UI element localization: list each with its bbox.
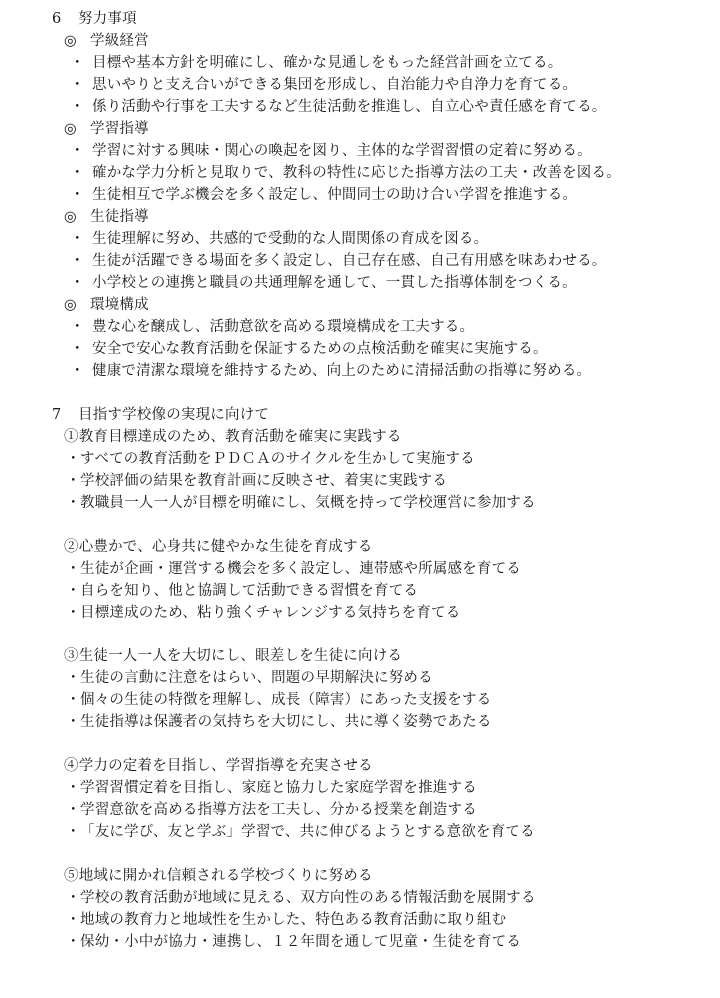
list-item: ・ 生徒相互で学ぶ機会を多く設定し、仲間同士の助け合い学習を推進する。 bbox=[70, 187, 578, 203]
list-item: ・個々の生徒の特徴を理解し、成長（障害）にあった支援をする bbox=[66, 692, 492, 708]
bullet-icon: ・ bbox=[66, 802, 81, 818]
list-item: ・ 生徒理解に努め、共感的で受動的な人間関係の育成を図る。 bbox=[70, 231, 489, 247]
list-item: ・学習習慣定着を目指し、家庭と協力した家庭学習を推進する bbox=[66, 780, 477, 796]
bullet-icon: ・ bbox=[70, 231, 85, 247]
list-item: ・学校の教育活動が地域に見える、双方向性のある情報活動を展開する bbox=[66, 890, 536, 906]
section-number: 6 bbox=[52, 11, 62, 27]
bullet-icon: ・ bbox=[66, 780, 81, 796]
bullet-icon: ・ bbox=[66, 451, 81, 467]
double-circle-icon: ◎ bbox=[64, 121, 77, 137]
list-item: ・ 安全で安心な教育活動を保証するための点検活動を確実に実施する。 bbox=[70, 341, 548, 357]
list-item: ・ 確かな学力分析と見取りで、教科の特性に応じた指導方法の工夫・改善を図る。 bbox=[70, 165, 621, 181]
list-item: ・ 生徒が活躍できる場面を多く設定し、自己存在感、自己有用感を味あわせる。 bbox=[70, 253, 607, 269]
goal-heading-3: ③生徒一人一人を大切にし、眼差しを生徒に向ける bbox=[64, 648, 403, 664]
list-item: ・生徒の言動に注意をはらい、問題の早期解決に努める bbox=[66, 670, 433, 686]
list-item: ・目標達成のため、粘り強くチャレンジする気持ちを育てる bbox=[66, 605, 461, 621]
bullet-icon: ・ bbox=[70, 319, 85, 335]
list-item: ・「友に学び、友と学ぶ」学習で、共に伸びるようとする意欲を育てる bbox=[66, 824, 535, 840]
list-item: ・保幼・小中が協力・連携し、１２年間を通して児童・生徒を育てる bbox=[66, 934, 521, 950]
bullet-icon: ・ bbox=[70, 275, 85, 291]
goal-heading-2: ②心豊かで、心身共に健やかな生徒を育成する bbox=[64, 539, 373, 555]
subheading-learning-guidance: ◎ 学習指導 bbox=[64, 121, 149, 137]
section-title: 目指す学校像の実現に向けて bbox=[78, 407, 270, 423]
list-item: ・学習意欲を高める指導方法を工夫し、分かる授業を創造する bbox=[66, 802, 477, 818]
bullet-icon: ・ bbox=[70, 187, 85, 203]
list-item: ・ 学習に対する興味・関心の喚起を図り、主体的な学習習慣の定着に努める。 bbox=[70, 143, 592, 159]
section-6-heading bbox=[52, 9, 137, 29]
bullet-icon: ・ bbox=[70, 143, 85, 159]
bullet-icon: ・ bbox=[70, 99, 85, 115]
section-7-heading bbox=[52, 405, 269, 425]
list-item: ・ 係り活動や行事を工夫するなど生徒活動を推進し、自立心や責任感を育てる。 bbox=[70, 99, 607, 115]
double-circle-icon: ◎ bbox=[64, 33, 77, 49]
bullet-icon: ・ bbox=[66, 473, 81, 489]
bullet-icon: ・ bbox=[70, 253, 85, 269]
subheading-environment: ◎ 環境構成 bbox=[64, 297, 149, 313]
double-circle-icon: ◎ bbox=[64, 297, 77, 313]
bullet-icon: ・ bbox=[66, 824, 81, 840]
list-item: ・生徒が企画・運営する機会を多く設定し、連帯感や所属感を育てる bbox=[66, 561, 521, 577]
list-item: ・ 豊な心を醸成し、活動意欲を高める環境構成を工夫する。 bbox=[70, 319, 475, 335]
bullet-icon: ・ bbox=[70, 363, 85, 379]
list-item: ・教職員一人一人が目標を明確にし、気概を持って学校運営に参加する bbox=[66, 495, 536, 511]
bullet-icon: ・ bbox=[66, 605, 81, 621]
bullet-icon: ・ bbox=[66, 692, 81, 708]
double-circle-icon: ◎ bbox=[64, 209, 77, 225]
bullet-icon: ・ bbox=[70, 55, 85, 71]
section-number: 7 bbox=[52, 407, 62, 423]
bullet-icon: ・ bbox=[66, 714, 81, 730]
bullet-icon: ・ bbox=[66, 561, 81, 577]
bullet-icon: ・ bbox=[66, 495, 81, 511]
list-item: ・ 小学校との連携と職員の共通理解を通して、一貫した指導体制をつくる。 bbox=[70, 275, 577, 291]
list-item: ・ 目標や基本方針を明確にし、確かな見通しをもった経営計画を立てる。 bbox=[70, 55, 563, 71]
list-item: ・自らを知り、他と協調して活動できる習慣を育てる bbox=[66, 583, 419, 599]
goal-heading-4: ④学力の定着を目指し、学習指導を充実させる bbox=[64, 758, 373, 774]
goal-heading-1: ①教育目標達成のため、教育活動を確実に実践する bbox=[64, 429, 402, 445]
list-item: ・地域の教育力と地域性を生かした、特色ある教育活動に取り組む bbox=[66, 912, 507, 928]
subheading-student-guidance: ◎ 生徒指導 bbox=[64, 209, 149, 225]
bullet-icon: ・ bbox=[66, 934, 81, 950]
list-item: ・すべての教育活動をＰＤＣＡのサイクルを生かして実施する bbox=[66, 451, 475, 467]
list-item: ・ 思いやりと支え合いができる集団を形成し、自治能力や自浄力を育てる。 bbox=[70, 77, 578, 93]
subheading-class-management: ◎ 学級経営 bbox=[64, 33, 149, 49]
bullet-icon: ・ bbox=[66, 583, 81, 599]
bullet-icon: ・ bbox=[70, 165, 85, 181]
goal-heading-5: ⑤地域に開かれ信頼される学校づくりに努める bbox=[64, 868, 373, 884]
list-item: ・学校評価の結果を教育計画に反映させ、着実に実践する bbox=[66, 473, 448, 489]
bullet-icon: ・ bbox=[66, 670, 81, 686]
bullet-icon: ・ bbox=[70, 341, 85, 357]
section-title: 努力事項 bbox=[78, 11, 137, 27]
bullet-icon: ・ bbox=[66, 912, 81, 928]
list-item: ・ 健康で清潔な環境を維持するため、向上のために清掃活動の指導に努める。 bbox=[70, 363, 592, 379]
bullet-icon: ・ bbox=[66, 890, 81, 906]
list-item: ・生徒指導は保護者の気持ちを大切にし、共に導く姿勢であたる bbox=[66, 714, 492, 730]
bullet-icon: ・ bbox=[70, 77, 85, 93]
